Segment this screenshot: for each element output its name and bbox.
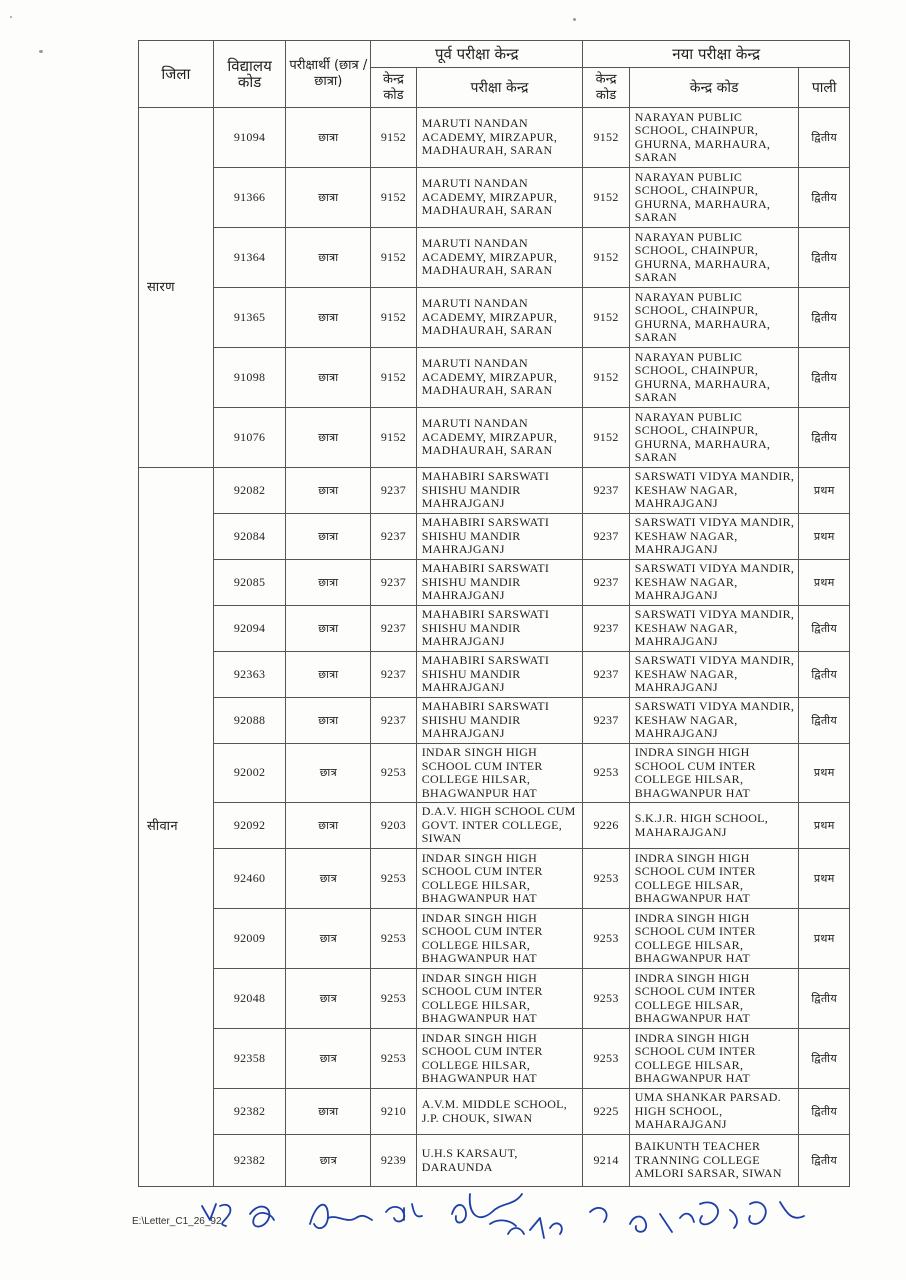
shift-cell: द्वितीय bbox=[799, 606, 850, 652]
district-cell-saran bbox=[139, 108, 214, 468]
school-code-cell: 91098 bbox=[213, 348, 286, 408]
table-row bbox=[139, 803, 850, 849]
school-code-cell: 91094 bbox=[213, 108, 286, 168]
new-center-name-cell: NARAYAN PUBLIC SCHOOL, CHAINPUR, GHURNA, MARHAURA, SARAN bbox=[629, 408, 799, 468]
candidate-cell: छात्रा bbox=[286, 348, 371, 408]
old-center-name-cell: MARUTI NANDAN ACADEMY, MIRZAPUR, MADHAURAH, SARAN bbox=[416, 108, 583, 168]
table-row bbox=[139, 1029, 850, 1089]
table-header bbox=[139, 41, 850, 108]
table-row bbox=[139, 849, 850, 909]
table-row bbox=[139, 288, 850, 348]
new-center-name-cell: NARAYAN PUBLIC SCHOOL, CHAINPUR, GHURNA, MARHAURA, SARAN bbox=[629, 348, 799, 408]
school-code-cell: 92002 bbox=[213, 744, 286, 803]
school-code-cell: 92092 bbox=[213, 803, 286, 849]
new-center-code-cell: 9253 bbox=[583, 909, 629, 969]
new-center-name-cell: BAIKUNTH TEACHER TRANNING COLLEGE AMLORI SARSAR, SIWAN bbox=[629, 1135, 799, 1187]
old-center-code-cell: 9239 bbox=[371, 1135, 416, 1187]
scan-speck bbox=[573, 18, 576, 21]
new-center-name-cell: S.K.J.R. HIGH SCHOOL, MAHARAJGANJ bbox=[629, 803, 799, 849]
shift-cell: प्रथम bbox=[799, 909, 850, 969]
old-center-code-cell: 9152 bbox=[371, 168, 416, 228]
table-row bbox=[139, 514, 850, 560]
old-center-code-cell: 9152 bbox=[371, 288, 416, 348]
old-center-code-cell: 9237 bbox=[371, 560, 416, 606]
old-center-name-cell: MAHABIRI SARSWATI SHISHU MANDIR MAHRAJGANJ bbox=[416, 652, 583, 698]
old-center-name-cell: MAHABIRI SARSWATI SHISHU MANDIR MAHRAJGANJ bbox=[416, 514, 583, 560]
new-center-code-cell: 9237 bbox=[583, 560, 629, 606]
old-center-name-cell: MAHABIRI SARSWATI SHISHU MANDIR MAHRAJGANJ bbox=[416, 560, 583, 606]
new-center-code-cell: 9237 bbox=[583, 652, 629, 698]
new-center-name-cell: SARSWATI VIDYA MANDIR, KESHAW NAGAR, MAHRAJGANJ bbox=[629, 652, 799, 698]
old-center-code-cell: 9152 bbox=[371, 228, 416, 288]
old-center-code-cell: 9253 bbox=[371, 849, 416, 909]
new-center-code-cell: 9237 bbox=[583, 468, 629, 514]
shift-cell: द्वितीय bbox=[799, 1029, 850, 1089]
candidate-cell: छात्रा bbox=[286, 288, 371, 348]
shift-cell: प्रथम bbox=[799, 849, 850, 909]
district-name: सीवान bbox=[147, 819, 178, 835]
shift-cell: द्वितीय bbox=[799, 168, 850, 228]
shift-cell: द्वितीय bbox=[799, 408, 850, 468]
old-center-name-cell: MAHABIRI SARSWATI SHISHU MANDIR MAHRAJGANJ bbox=[416, 698, 583, 744]
new-center-code-cell: 9214 bbox=[583, 1135, 629, 1187]
candidate-cell: छात्र bbox=[286, 744, 371, 803]
table-body bbox=[139, 108, 850, 1187]
new-center-code-cell: 9237 bbox=[583, 698, 629, 744]
school-code-cell: 92084 bbox=[213, 514, 286, 560]
shift-cell: द्वितीय bbox=[799, 698, 850, 744]
old-center-name-cell: INDAR SINGH HIGH SCHOOL CUM INTER COLLEGE HILSAR, BHAGWANPUR HAT bbox=[416, 1029, 583, 1089]
new-center-code-cell: 9152 bbox=[583, 108, 629, 168]
new-center-code-cell: 9152 bbox=[583, 288, 629, 348]
shift-cell: द्वितीय bbox=[799, 108, 850, 168]
exam-center-change-table bbox=[138, 40, 850, 1187]
new-center-code-cell: 9226 bbox=[583, 803, 629, 849]
new-center-name-cell: NARAYAN PUBLIC SCHOOL, CHAINPUR, GHURNA, MARHAURA, SARAN bbox=[629, 168, 799, 228]
old-center-name-cell: U.H.S KARSAUT, DARAUNDA bbox=[416, 1135, 583, 1187]
school-code-cell: 92088 bbox=[213, 698, 286, 744]
table-row bbox=[139, 468, 850, 514]
col-district-header: जिला bbox=[139, 41, 214, 108]
old-center-name-cell: MARUTI NANDAN ACADEMY, MIRZAPUR, MADHAURAH, SARAN bbox=[416, 288, 583, 348]
candidate-cell: छात्रा bbox=[286, 228, 371, 288]
district-name: सारण bbox=[147, 279, 175, 295]
shift-cell: प्रथम bbox=[799, 744, 850, 803]
new-center-code-cell: 9152 bbox=[583, 348, 629, 408]
scan-speck bbox=[10, 16, 12, 18]
old-center-code-cell: 9152 bbox=[371, 108, 416, 168]
new-center-name-cell: INDRA SINGH HIGH SCHOOL CUM INTER COLLEGE HILSAR, BHAGWANPUR HAT bbox=[629, 849, 799, 909]
old-center-name-cell: MARUTI NANDAN ACADEMY, MIRZAPUR, MADHAURAH, SARAN bbox=[416, 408, 583, 468]
new-center-code-cell: 9237 bbox=[583, 606, 629, 652]
school-code-cell: 92082 bbox=[213, 468, 286, 514]
candidate-cell: छात्रा bbox=[286, 514, 371, 560]
school-code-cell: 92085 bbox=[213, 560, 286, 606]
old-center-name-cell: MARUTI NANDAN ACADEMY, MIRZAPUR, MADHAURAH, SARAN bbox=[416, 228, 583, 288]
new-center-code-cell: 9253 bbox=[583, 744, 629, 803]
old-center-group-header: पूर्व परीक्षा केन्द्र bbox=[371, 41, 583, 68]
school-code-cell: 91366 bbox=[213, 168, 286, 228]
new-center-code-cell: 9152 bbox=[583, 408, 629, 468]
table-row bbox=[139, 909, 850, 969]
candidate-cell: छात्र bbox=[286, 969, 371, 1029]
school-code-cell: 92009 bbox=[213, 909, 286, 969]
new-center-name-cell: INDRA SINGH HIGH SCHOOL CUM INTER COLLEGE HILSAR, BHAGWANPUR HAT bbox=[629, 909, 799, 969]
table-row bbox=[139, 560, 850, 606]
table-row bbox=[139, 1135, 850, 1187]
new-center-code-cell: 9152 bbox=[583, 228, 629, 288]
col-school-code-header: विद्यालय कोड bbox=[213, 41, 286, 108]
school-code-cell: 91365 bbox=[213, 288, 286, 348]
school-code-cell: 92382 bbox=[213, 1135, 286, 1187]
table-row bbox=[139, 698, 850, 744]
old-center-name-cell: INDAR SINGH HIGH SCHOOL CUM INTER COLLEGE HILSAR, BHAGWANPUR HAT bbox=[416, 744, 583, 803]
new-center-name-cell: NARAYAN PUBLIC SCHOOL, CHAINPUR, GHURNA, MARHAURA, SARAN bbox=[629, 108, 799, 168]
school-code-cell: 91076 bbox=[213, 408, 286, 468]
shift-cell: द्वितीय bbox=[799, 288, 850, 348]
candidate-cell: छात्रा bbox=[286, 652, 371, 698]
new-center-code-cell: 9253 bbox=[583, 1029, 629, 1089]
old-center-name-cell: D.A.V. HIGH SCHOOL CUM GOVT. INTER COLLEGE, SIWAN bbox=[416, 803, 583, 849]
candidate-cell: छात्र bbox=[286, 849, 371, 909]
school-code-cell: 92358 bbox=[213, 1029, 286, 1089]
table-row bbox=[139, 408, 850, 468]
old-center-name-cell: INDAR SINGH HIGH SCHOOL CUM INTER COLLEGE HILSAR, BHAGWANPUR HAT bbox=[416, 849, 583, 909]
old-center-name-cell: MARUTI NANDAN ACADEMY, MIRZAPUR, MADHAURAH, SARAN bbox=[416, 168, 583, 228]
new-center-name-cell: INDRA SINGH HIGH SCHOOL CUM INTER COLLEGE HILSAR, BHAGWANPUR HAT bbox=[629, 744, 799, 803]
old-center-code-cell: 9253 bbox=[371, 909, 416, 969]
new-center-code-cell: 9225 bbox=[583, 1089, 629, 1135]
old-center-code-cell: 9237 bbox=[371, 514, 416, 560]
old-center-code-cell: 9253 bbox=[371, 744, 416, 803]
candidate-cell: छात्रा bbox=[286, 408, 371, 468]
old-center-name-cell: MAHABIRI SARSWATI SHISHU MANDIR MAHRAJGANJ bbox=[416, 468, 583, 514]
new-center-name-cell: SARSWATI VIDYA MANDIR, KESHAW NAGAR, MAHRAJGANJ bbox=[629, 468, 799, 514]
old-center-name-cell: A.V.M. MIDDLE SCHOOL, J.P. CHOUK, SIWAN bbox=[416, 1089, 583, 1135]
candidate-cell: छात्रा bbox=[286, 1089, 371, 1135]
shift-cell: प्रथम bbox=[799, 514, 850, 560]
col-new-center-code-header: केन्द्र कोड bbox=[583, 68, 629, 108]
new-center-group-header: नया परीक्षा केन्द्र bbox=[583, 41, 850, 68]
new-center-name-cell: SARSWATI VIDYA MANDIR, KESHAW NAGAR, MAHRAJGANJ bbox=[629, 560, 799, 606]
new-center-name-cell: INDRA SINGH HIGH SCHOOL CUM INTER COLLEGE HILSAR, BHAGWANPUR HAT bbox=[629, 1029, 799, 1089]
col-old-center-name-header: परीक्षा केन्द्र bbox=[416, 68, 583, 108]
table-row bbox=[139, 606, 850, 652]
scan-speck bbox=[39, 50, 43, 53]
shift-cell: प्रथम bbox=[799, 803, 850, 849]
shift-cell: प्रथम bbox=[799, 468, 850, 514]
table-row bbox=[139, 108, 850, 168]
new-center-code-cell: 9152 bbox=[583, 168, 629, 228]
new-center-name-cell: SARSWATI VIDYA MANDIR, KESHAW NAGAR, MAHRAJGANJ bbox=[629, 606, 799, 652]
old-center-name-cell: MAHABIRI SARSWATI SHISHU MANDIR MAHRAJGANJ bbox=[416, 606, 583, 652]
shift-cell: द्वितीय bbox=[799, 969, 850, 1029]
new-center-name-cell: SARSWATI VIDYA MANDIR, KESHAW NAGAR, MAHRAJGANJ bbox=[629, 514, 799, 560]
old-center-name-cell: INDAR SINGH HIGH SCHOOL CUM INTER COLLEGE HILSAR, BHAGWANPUR HAT bbox=[416, 969, 583, 1029]
col-shift-header: पाली bbox=[799, 68, 850, 108]
old-center-name-cell: INDAR SINGH HIGH SCHOOL CUM INTER COLLEGE HILSAR, BHAGWANPUR HAT bbox=[416, 909, 583, 969]
table-row bbox=[139, 168, 850, 228]
school-code-cell: 92382 bbox=[213, 1089, 286, 1135]
old-center-code-cell: 9253 bbox=[371, 1029, 416, 1089]
candidate-cell: छात्रा bbox=[286, 803, 371, 849]
new-center-name-cell: INDRA SINGH HIGH SCHOOL CUM INTER COLLEGE HILSAR, BHAGWANPUR HAT bbox=[629, 969, 799, 1029]
old-center-code-cell: 9210 bbox=[371, 1089, 416, 1135]
table-row bbox=[139, 1089, 850, 1135]
new-center-name-cell: UMA SHANKAR PARSAD. HIGH SCHOOL, MAHARAJGANJ bbox=[629, 1089, 799, 1135]
table-row bbox=[139, 744, 850, 803]
old-center-name-cell: MARUTI NANDAN ACADEMY, MIRZAPUR, MADHAURAH, SARAN bbox=[416, 348, 583, 408]
handwritten-signatures bbox=[190, 1184, 850, 1280]
table-row bbox=[139, 652, 850, 698]
school-code-cell: 92048 bbox=[213, 969, 286, 1029]
col-candidate-header: परीक्षार्थी (छात्र / छात्रा) bbox=[286, 41, 371, 108]
shift-cell: प्रथम bbox=[799, 560, 850, 606]
new-center-code-cell: 9253 bbox=[583, 849, 629, 909]
school-code-cell: 92094 bbox=[213, 606, 286, 652]
shift-cell: द्वितीय bbox=[799, 1089, 850, 1135]
new-center-name-cell: SARSWATI VIDYA MANDIR, KESHAW NAGAR, MAHRAJGANJ bbox=[629, 698, 799, 744]
old-center-code-cell: 9237 bbox=[371, 468, 416, 514]
file-reference: E:\Letter_C1_26_92 bbox=[132, 1216, 222, 1227]
shift-cell: द्वितीय bbox=[799, 228, 850, 288]
candidate-cell: छात्रा bbox=[286, 560, 371, 606]
new-center-name-cell: NARAYAN PUBLIC SCHOOL, CHAINPUR, GHURNA, MARHAURA, SARAN bbox=[629, 288, 799, 348]
new-center-code-cell: 9237 bbox=[583, 514, 629, 560]
shift-cell: द्वितीय bbox=[799, 652, 850, 698]
shift-cell: द्वितीय bbox=[799, 1135, 850, 1187]
old-center-code-cell: 9237 bbox=[371, 652, 416, 698]
candidate-cell: छात्रा bbox=[286, 168, 371, 228]
old-center-code-cell: 9152 bbox=[371, 348, 416, 408]
school-code-cell: 92460 bbox=[213, 849, 286, 909]
school-code-cell: 91364 bbox=[213, 228, 286, 288]
candidate-cell: छात्रा bbox=[286, 468, 371, 514]
candidate-cell: छात्रा bbox=[286, 108, 371, 168]
old-center-code-cell: 9203 bbox=[371, 803, 416, 849]
old-center-code-cell: 9152 bbox=[371, 408, 416, 468]
district-cell-siwan bbox=[139, 468, 214, 1187]
col-new-center-name-header: केन्द्र कोड bbox=[629, 68, 799, 108]
candidate-cell: छात्र bbox=[286, 1029, 371, 1089]
table-row bbox=[139, 228, 850, 288]
candidate-cell: छात्रा bbox=[286, 606, 371, 652]
old-center-code-cell: 9253 bbox=[371, 969, 416, 1029]
table-row bbox=[139, 969, 850, 1029]
candidate-cell: छात्रा bbox=[286, 698, 371, 744]
new-center-name-cell: NARAYAN PUBLIC SCHOOL, CHAINPUR, GHURNA, MARHAURA, SARAN bbox=[629, 228, 799, 288]
old-center-code-cell: 9237 bbox=[371, 606, 416, 652]
new-center-code-cell: 9253 bbox=[583, 969, 629, 1029]
school-code-cell: 92363 bbox=[213, 652, 286, 698]
candidate-cell: छात्र bbox=[286, 1135, 371, 1187]
col-old-center-code-header: केन्द्र कोड bbox=[371, 68, 416, 108]
candidate-cell: छात्र bbox=[286, 909, 371, 969]
shift-cell: द्वितीय bbox=[799, 348, 850, 408]
table-row bbox=[139, 348, 850, 408]
old-center-code-cell: 9237 bbox=[371, 698, 416, 744]
